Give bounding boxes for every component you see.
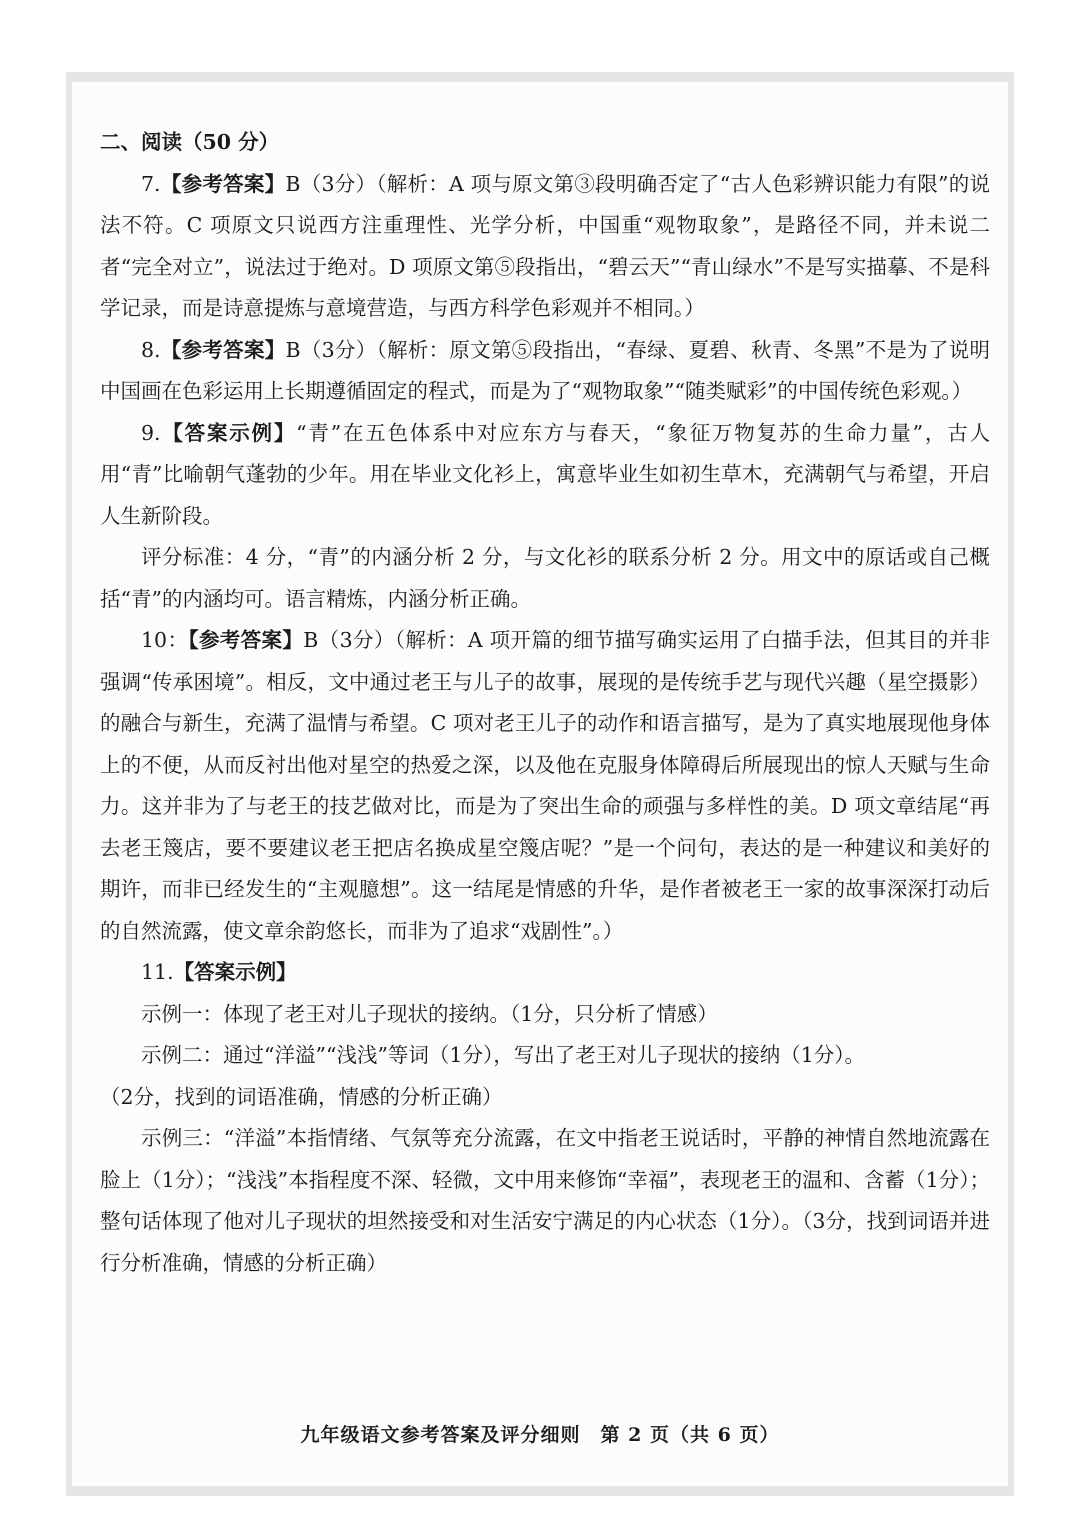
document-page xyxy=(72,82,1008,1486)
answer-q11-heading xyxy=(100,952,990,994)
answer-q8 xyxy=(100,330,990,413)
section-title: 二、阅读（50 分） xyxy=(100,130,280,154)
document-content xyxy=(100,122,990,1284)
question-number: 10： xyxy=(141,628,189,652)
answer-q7 xyxy=(100,164,990,330)
answer-tag: 【参考答案】 xyxy=(160,337,286,362)
answer-text: B（3分）（解析：A 项与原文第③段明确否定了“古人色彩辨识能力有限”的说法不符。C 项原文只说西方注重理性、光学分析，中国重“观物取象”，是路径不同，并未说二者“完全对立”，说法过于绝对。D 项原文第⑤段指出，“碧云天”“青山绿水”不是写实描摹、不是科学记录，而是诗意提炼与意境营造，与西方科学色彩观并不相同。） xyxy=(100,171,991,320)
example-one: 示例一：体现了老王对儿子现状的接纳。（1分，只分析了情感） xyxy=(141,1001,718,1026)
question-number: 9. xyxy=(141,420,161,445)
question-number: 8. xyxy=(141,337,161,362)
answer-tag: 【答案示例】 xyxy=(160,420,297,445)
question-number: 11. xyxy=(141,960,174,984)
example-two: 示例二：通过“洋溢”“浅浅”等词（1分），写出了老王对儿子现状的接纳（1分）。 xyxy=(141,1043,866,1067)
example-two-note: （2分，找到的词语准确，情感的分析正确） xyxy=(100,1084,503,1109)
answer-q9 xyxy=(100,413,990,538)
page-footer: 九年级语文参考答案及评分细则 第 2 页（共 6 页） xyxy=(300,1424,780,1446)
answer-tag: 【参考答案】 xyxy=(188,628,304,652)
answer-text: B（3分）（解析：原文第⑤段指出，“春绿、夏碧、秋青、冬黑”不是为了说明中国画在色彩运用上长期遵循固定的程式，而是为了“观物取象”“随类赋彩”的中国传统色彩观。） xyxy=(100,337,990,403)
answer-text: “青”在五色体系中对应东方与春天，“象征万物复苏的生命力量”，古人用“青”比喻朝气蓬勃的少年。用在毕业文化衫上，寓意毕业生如初生草木，充满朝气与希望，开启人生新阶段。 xyxy=(100,420,991,528)
example-three: 示例三：“洋溢”本指情绪、气氛等充分流露，在文中指老王说话时，平静的神情自然地流露在脸上（1分）；“浅浅”本指程度不深、轻微，文中用来修饰“幸福”，表现老王的温和、含蓄（1分）；整句话体现了他对儿子现状的坦然接受和对生活安宁满足的内心状态（1分）。（3分，找到词语并进行分析准确，情感的分析正确） xyxy=(100,1126,990,1275)
answer-text: B（3分）（解析：A 项开篇的细节描写确实运用了白描手法，但其目的并非强调“传承困境”。相反，文中通过老王与儿子的故事，展现的是传统手艺与现代兴趣（星空摄影）的融合与新生，充满了温情与希望。C 项对老王儿子的动作和语言描写，是为了真实地展现他身体上的不便，从而反衬出他对星空的热爱之深，以及他在克服身体障碍后所展现出的惊人天赋与生命力。这并非为了与老王的技艺做对比，而是为了突出生命的顽强与多样性的美。D 项文章结尾“再去老王篾店，要不要建议老王把店名换成星空篾店呢？”是一个问句，表达的是一种建议和美好的期许，而非已经发生的“主观臆想”。这一结尾是情感的升华，是作者被老王一家的故事深深打动后的自然流露，使文章余韵悠长，而非为了追求“戏剧性”。） xyxy=(100,628,991,943)
answer-tag: 【答案示例】 xyxy=(173,960,297,984)
scoring-criteria-q9: 评分标准：4 分，“青”的内涵分析 2 分，与文化衫的联系分析 2 分。用文中的原话或自己概括“青”的内涵均可。语言精炼，内涵分析正确。 xyxy=(100,545,990,611)
answer-tag: 【参考答案】 xyxy=(160,171,286,196)
question-number: 7. xyxy=(141,171,161,196)
answer-q10 xyxy=(100,620,990,952)
